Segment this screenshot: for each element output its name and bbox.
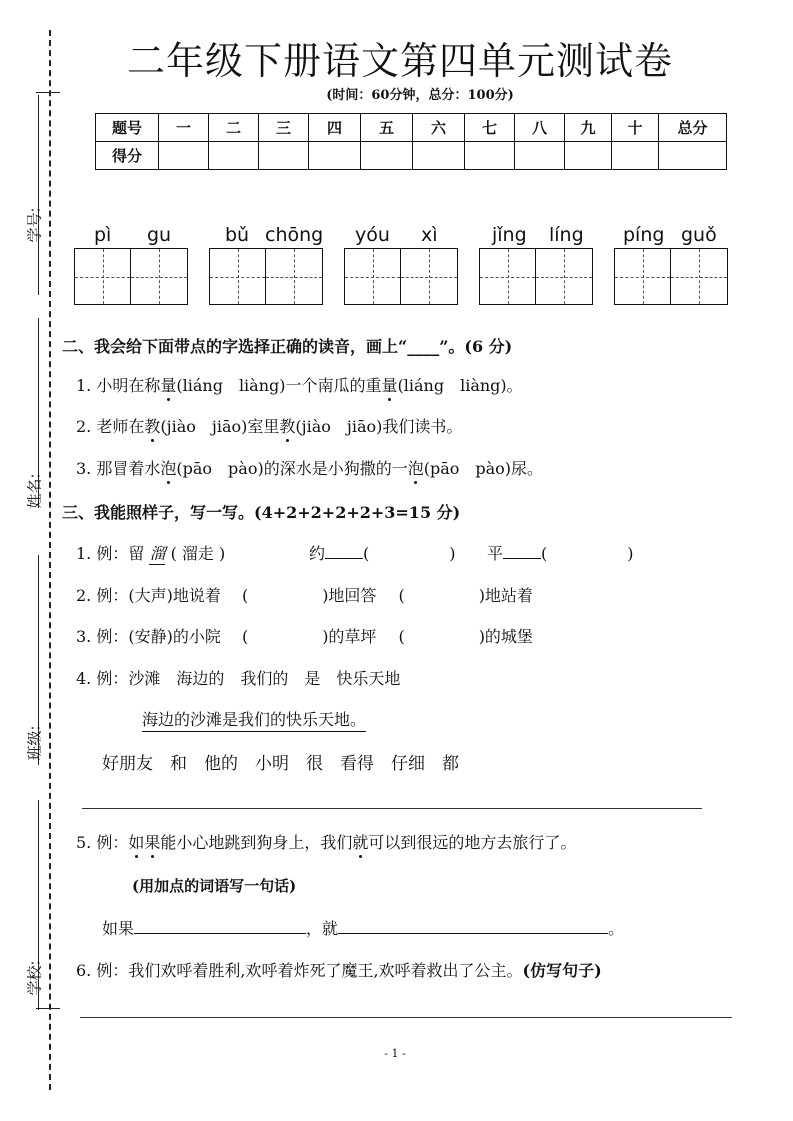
section-3-item-6: 6. 例：我们欢呼着胜利,欢呼着炸死了魔王,欢呼着救出了公主。(仿写句子) bbox=[76, 961, 602, 980]
score-table-score-row bbox=[96, 142, 727, 170]
score-header-cell: 四 bbox=[309, 114, 361, 142]
score-table bbox=[95, 113, 727, 170]
dotted-char: 教 bbox=[144, 414, 160, 437]
page-title: 二年级下册语文第四单元测试卷 bbox=[126, 39, 673, 83]
dotted-char: 量 bbox=[160, 373, 176, 396]
answer-blank[interactable] bbox=[325, 545, 363, 559]
pinyin-syllable: chōng bbox=[265, 224, 324, 246]
score-header-cell: 八 bbox=[515, 114, 565, 142]
score-header-cell: 二 bbox=[209, 114, 259, 142]
score-header-cell: 总分 bbox=[659, 114, 727, 142]
answer-line[interactable] bbox=[82, 808, 702, 809]
score-input-cell[interactable] bbox=[413, 142, 465, 170]
score-header-cell: 三 bbox=[259, 114, 309, 142]
score-header-cell: 七 bbox=[465, 114, 515, 142]
pinyin-syllable: bǔ bbox=[225, 224, 250, 246]
score-input-cell[interactable] bbox=[612, 142, 659, 170]
dotted-char: 果 bbox=[144, 830, 160, 853]
dotted-char: 泡 bbox=[408, 456, 424, 479]
score-input-cell[interactable] bbox=[565, 142, 612, 170]
pinyin-syllable: píng bbox=[623, 224, 665, 246]
section-3-item-1-blank-a: 约 ( ) bbox=[309, 544, 456, 563]
student-id-label: 学号: bbox=[25, 207, 44, 243]
binding-tick bbox=[36, 1008, 60, 1009]
dotted-char: 教 bbox=[279, 414, 295, 437]
answer-blank[interactable] bbox=[338, 920, 608, 934]
section-3-item-4-words: 好朋友 和 他的 小明 很 看得 仔细 都 bbox=[102, 754, 459, 774]
pinyin-syllable: xì bbox=[421, 224, 438, 246]
binding-write-line bbox=[38, 95, 39, 295]
section-3-item-5-sentence: 如果 ，就 。 bbox=[102, 919, 625, 938]
class-label: 班级: bbox=[25, 725, 44, 761]
section-2-item-2: 2. 老师在教(jiào jiāo)室里教(jiào jiāo)我们读书。 bbox=[76, 414, 462, 437]
dotted-char: 就 bbox=[352, 830, 368, 853]
section-3-heading: 三、我能照样子，写一写。(4+2+2+2+2+3=15 分) bbox=[62, 503, 461, 522]
tianzige-grid[interactable] bbox=[344, 248, 458, 305]
binding-tick bbox=[36, 92, 60, 93]
dotted-char: 量 bbox=[382, 373, 398, 396]
section-3-item-1-blank-b: 平 ( ) bbox=[487, 544, 634, 563]
section-3-item-4-answer: 海边的沙滩是我们的快乐天地。 bbox=[142, 707, 366, 732]
pinyin-syllable: gu bbox=[147, 224, 172, 246]
tianzige-grid[interactable] bbox=[479, 248, 593, 305]
tianzige-grid[interactable] bbox=[614, 248, 728, 305]
answer-blank[interactable] bbox=[503, 545, 541, 559]
pinyin-syllable: líng bbox=[549, 224, 584, 246]
pinyin-syllable: jǐng bbox=[492, 224, 527, 246]
section-3-item-5-note: (用加点的词语写一句话) bbox=[132, 877, 297, 895]
score-input-cell[interactable] bbox=[465, 142, 515, 170]
answer-line[interactable] bbox=[80, 1017, 732, 1018]
score-input-cell[interactable] bbox=[209, 142, 259, 170]
score-header-cell: 五 bbox=[361, 114, 413, 142]
dotted-char: 如 bbox=[128, 830, 144, 853]
section-3-item-5: 5. 例：如果能小心地跳到狗身上，我们就可以到很远的地方去旅行了。 bbox=[76, 830, 576, 853]
pinyin-syllable: guǒ bbox=[681, 224, 717, 246]
score-header-cell: 十 bbox=[612, 114, 659, 142]
binding-dashed-line bbox=[49, 30, 51, 1090]
section-2-item-3: 3. 那冒着水泡(pāo pào)的深水是小狗撒的一泡(pāo pào)尿。 bbox=[76, 456, 543, 479]
answer-blank[interactable] bbox=[134, 920, 306, 934]
score-input-cell[interactable] bbox=[515, 142, 565, 170]
score-input-cell[interactable] bbox=[259, 142, 309, 170]
score-input-cell[interactable] bbox=[309, 142, 361, 170]
exam-time-score: (时间：60分钟，总分：100分) bbox=[326, 88, 514, 103]
section-3-item-2: 2. 例：(大声)地说着 ( )地回答 ( )地站着 bbox=[76, 586, 533, 605]
pinyin-syllable: pì bbox=[94, 224, 112, 246]
score-header-cell: 六 bbox=[413, 114, 465, 142]
student-name-label: 姓名: bbox=[25, 473, 44, 509]
school-label: 学校: bbox=[25, 960, 44, 996]
score-row-label: 得分 bbox=[96, 142, 159, 170]
section-3-item-1: 1. 例：留 溜 ( 溜走 ) bbox=[76, 544, 226, 563]
score-input-cell[interactable] bbox=[361, 142, 413, 170]
score-header-cell: 题号 bbox=[96, 114, 159, 142]
section-3-item-4: 4. 例：沙滩 海边的 我们的 是 快乐天地 bbox=[76, 669, 401, 688]
section-3-item-3: 3. 例：(安静)的小院 ( )的草坪 ( )的城堡 bbox=[76, 627, 533, 646]
score-table-header-row bbox=[96, 114, 727, 142]
score-input-cell[interactable] bbox=[159, 142, 209, 170]
example-word: 溜 bbox=[149, 544, 166, 563]
section-2-item-1: 1. 小明在称量(liáng liàng)一个南瓜的重量(liáng liàng)。 bbox=[76, 373, 523, 396]
section-2-heading: 二、我会给下面带点的字选择正确的读音，画上“____”。(6 分) bbox=[62, 337, 513, 356]
score-header-cell: 九 bbox=[565, 114, 612, 142]
page-number: - 1 - bbox=[384, 1047, 406, 1060]
tianzige-grid[interactable] bbox=[74, 248, 188, 305]
tianzige-grid[interactable] bbox=[209, 248, 323, 305]
dotted-char: 泡 bbox=[160, 456, 176, 479]
score-input-cell[interactable] bbox=[659, 142, 727, 170]
pinyin-syllable: yóu bbox=[355, 224, 390, 246]
score-header-cell: 一 bbox=[159, 114, 209, 142]
